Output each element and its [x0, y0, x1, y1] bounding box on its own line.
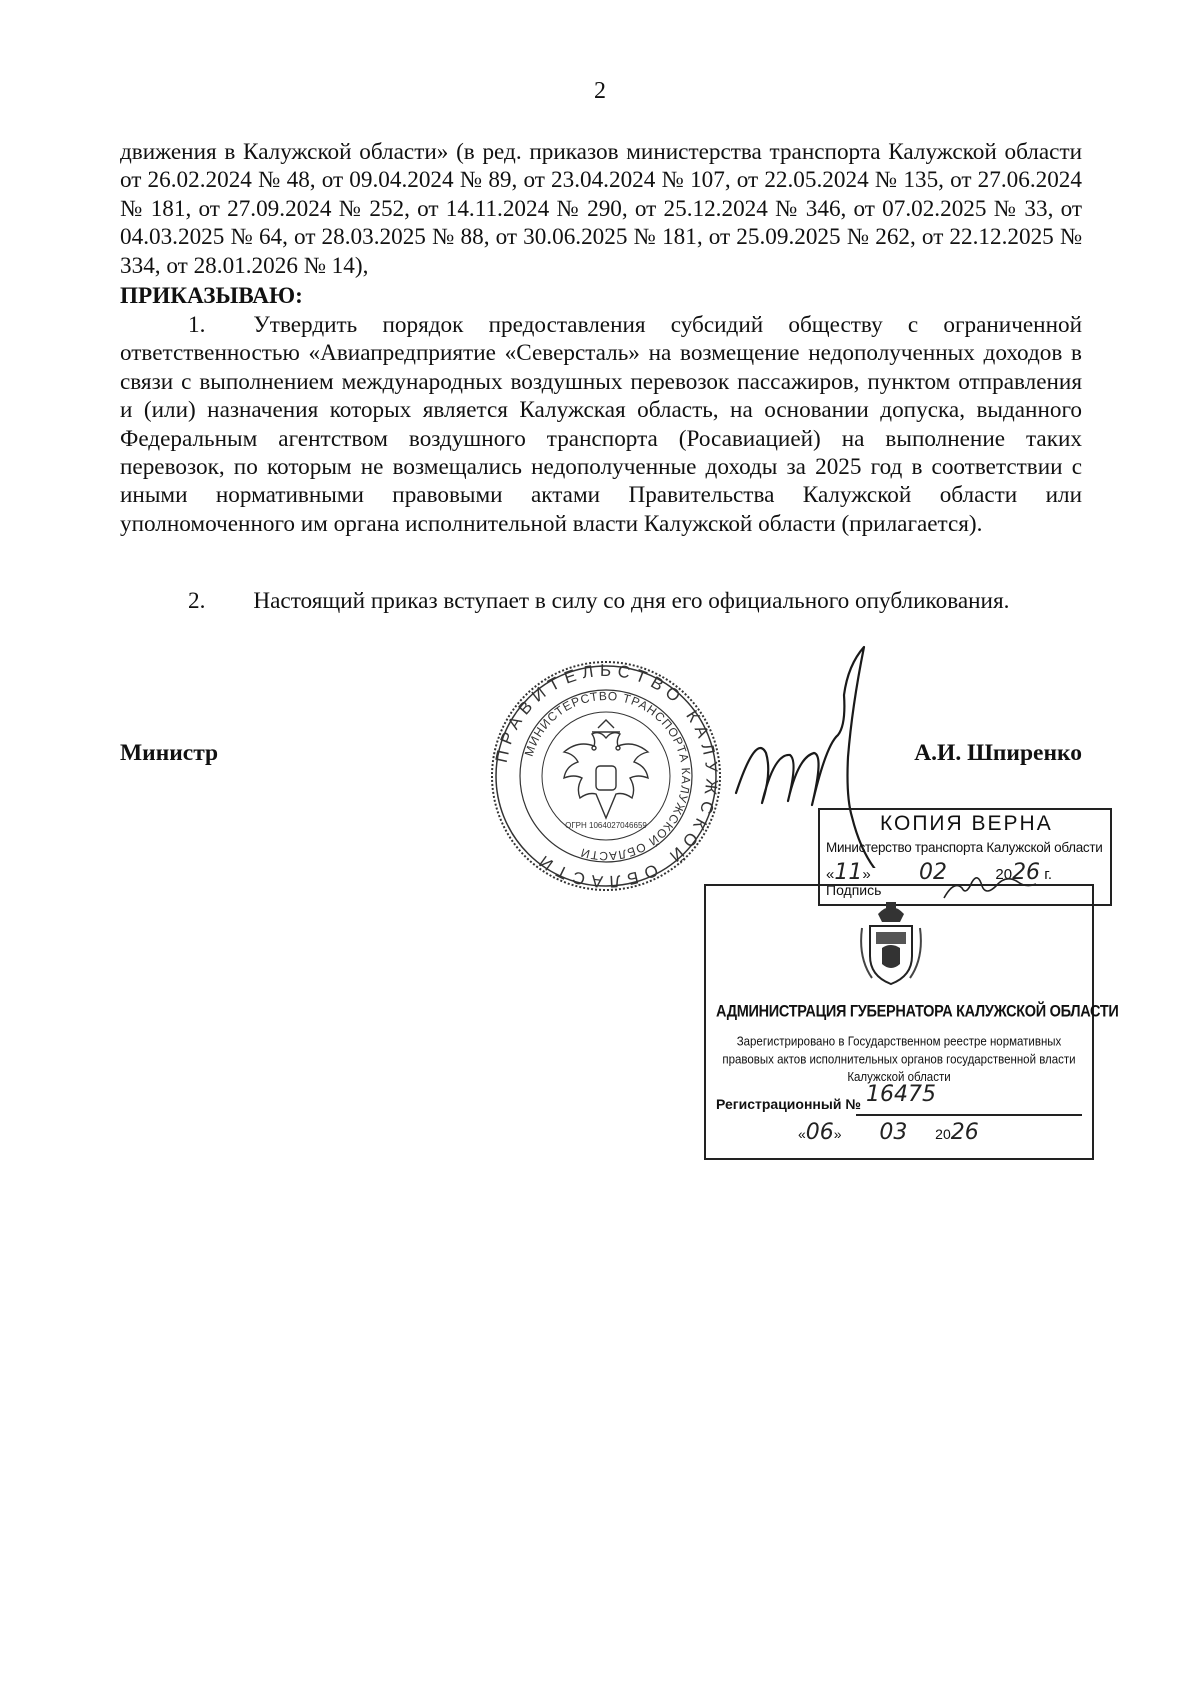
- registration-number-label: Регистрационный №: [716, 1096, 861, 1112]
- kaluga-coat-of-arms-icon: [856, 898, 926, 988]
- signer-title: Министр: [120, 740, 219, 766]
- registration-number: 16475: [866, 1082, 936, 1107]
- registration-date: «06» 03 2026: [798, 1120, 979, 1145]
- item-number: 2.: [188, 588, 206, 614]
- intro-paragraph: движения в Калужской области» (в ред. приказов министерства транспорта Калужской области от 26.02.2024 № 48, от 09.04.2024 № 89, от 23.04.2024 № 107, от 22.05.2024 № 135, от 27.06.2024 № 181, от 27.09.2024 № 252, от 14.11.2024 № 290, от 25.12.2024 № 346, от 07.02.2025 № 33, от 04.03.2025 № 64, от 28.03.2025 № 88, от 30.06.2025 № 181, от 25.09.2025 № 262, от 22.12.2025 № 334, от 28.01.2026 № 14),: [120, 139, 1082, 279]
- seal-ogrn: ОГРН 1064027046659: [565, 821, 647, 830]
- copy-stamp-sign-label: Подпись: [826, 882, 882, 898]
- registration-box: [704, 884, 1119, 1160]
- registration-text: Зарегистрировано в Государственном реестре нормативных правовых актов исполнительных органов государственной власти Калужской области: [722, 1035, 1076, 1085]
- seal-outer-text: ПРАВИТЕЛЬСТВО КАЛУЖСКОЙ ОБЛАСТИ: [491, 660, 722, 892]
- eagle-emblem-icon: [564, 720, 648, 818]
- copy-stamp-org: Министерство транспорта Калужской области: [826, 840, 1103, 855]
- registration-month: 03: [879, 1120, 908, 1145]
- registration-title: АДМИНИСТРАЦИЯ ГУБЕРНАТОРА КАЛУЖСКОЙ ОБЛАСТИ: [716, 1002, 1119, 1022]
- page-number: 2: [594, 78, 606, 104]
- order-word: ПРИКАЗЫВАЮ:: [120, 283, 303, 309]
- item-text: Утвердить порядок предоставления субсидий обществу с ограниченной ответственностью «Авиапредприятие «Северсталь» на возмещение недополученных доходов в связи с выполнением международных воздушных перевозок пассажиров, пунктом отправления и (или) назначения которых является Калужская область, на основании допуска, выданного Федеральным агентством воздушного транспорта (Росавиацией) на выполнение таких перевозок, по которым не возмещались недополученные доходы за 2025 год в соответствии с иными нормативными правовыми актами Правительства Калужской области или уполномоченного им органа исполнительной власти Калужской области (прилагается).: [120, 312, 1082, 537]
- svg-text:МИНИСТЕРСТВО ТРАНСПОРТА КАЛУЖС: [522, 689, 693, 863]
- copy-stamp-month: 02: [919, 860, 948, 885]
- official-seal: [488, 658, 724, 894]
- copy-stamp-day: 11: [834, 860, 863, 885]
- copy-stamp-date: «11» 02 2026 г.: [826, 860, 1053, 885]
- seal-inner-text: МИНИСТЕРСТВО ТРАНСПОРТА КАЛУЖСКОЙ ОБЛАСТИ: [521, 688, 694, 864]
- copy-stamp-year: 26: [1012, 860, 1041, 885]
- order-item-1: [120, 311, 1082, 538]
- copy-stamp-title: КОПИЯ ВЕРНА: [880, 812, 1053, 835]
- order-item-2: [120, 587, 1082, 615]
- signer-name: А.И. Шпиренко: [914, 740, 1082, 766]
- item-text: Настоящий приказ вступает в силу со дня его официального опубликования.: [253, 588, 1010, 614]
- item-number: 1.: [188, 312, 206, 338]
- registration-year: 26: [950, 1120, 979, 1145]
- registration-day: 06: [805, 1120, 834, 1145]
